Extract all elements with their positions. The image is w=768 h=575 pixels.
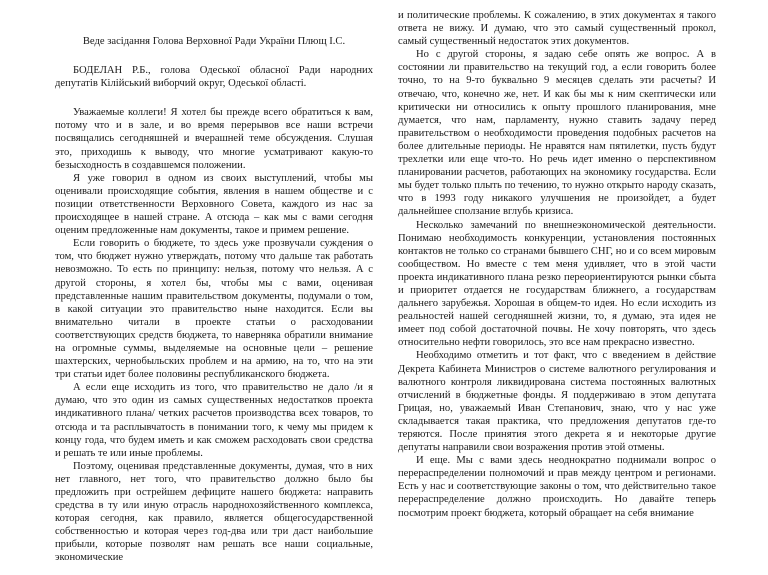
paragraph: Поэтому, оценивая представленные документы, думая, что в них нет главного, нет того, что правительство должно было бы предложить при острейшем дефиците нашего бюджета: направить средства в ту или иную отрасль народнохозяйственного комплекса, которая сегодня, как правило, является общегосударственной собственностью и которая через год-два или три даст наибольшие прибыли, которые позволят нам решать все наши социальные, экономические: [55, 460, 373, 564]
paragraph: Уважаемые коллеги! Я хотел бы прежде всего обратиться к вам, потому что и в зале, и во время перерывов все наши встречи посвящались сегодняшней и вчерашней теме обсуждения. Слушая это, приходишь к выводу, что многие усматривают какую-то безысходность в создавшемся положении.: [55, 107, 373, 171]
paragraph: и политические проблемы. К сожалению, в этих документах я такого ответа не вижу. И думаю, что это самый существенный прокол, самый существенный недостаток этих документов.: [398, 10, 716, 48]
paragraph: Но с другой стороны, я задаю себе опять же вопрос. А в состоянии ли правительство на текущий год, а если говорить более точно, то на 9-то буквально 9 месяцев сделать эти расчеты? И отвечаю, что, конечно же, нет. И как бы мы к ним скептически или критически ни относились к опыту прошлого планирования, мне думается, что нам, парламенту, нужно ставить задачу перед правительством о необходимости проведения подобных расчетов на более длительные периоды. Не нравятся нам пятилетки, пусть будут трехлетки или еще что-то. Но речь идет именно о перспективном планировании расчетов, работающих на экономику государства. Если мы будет только плыть по течению, то нужно открыто народу сказать, что в 1993 году никакого улучшения не произойдет, а будет дальнейшее сползание вглубь кризиса.: [398, 49, 716, 218]
paragraph: Я уже говорил в одном из своих выступлений, чтобы мы оценивали происходящие события, явления в нашем обществе и с позиции ответственности Верховного Совета, каждого из нас за происходящее в нашей стране. А отсюда – как мы с вами сегодня оценим предложенные нам документы, такое и примем решение.: [55, 172, 373, 237]
left-column: [55, 35, 373, 565]
session-chair-note: Веде засідання Голова Верховної Ради України Плющ І.С.: [82, 36, 346, 47]
paragraph: Необходимо отметить и тот факт, что с введением в действие Декрета Кабинета Министров о системе валютного регулирования и валютного контроля ликвидирована система постоянных валютных отчислений в бюджетные фонды. Я поддерживаю в этом депутата Грицая, но, уважаемый Иван Степанович, знаю, что у нас уже складывается такая практика, что предложения депутатов где-то теряются. После принятия этого декрета я и некоторые другие депутаты направили свои возражения против этой отмены.: [398, 350, 716, 454]
speaker-attribution: БОДЕЛАН Р.Б., голова Одеської обласної Ради народних депутатів Кілійський виборчий округ, Одеської області.: [55, 65, 373, 90]
paragraph: И еще. Мы с вами здесь неоднократно поднимали вопрос о перераспределении полномочий и прав между центром и регионами. Есть у нас и соответствующие законы о том, что действительно такое перераспределение должно происходить. Но давайте теперь посмотрим проект бюджета, который обращает на себя внимание: [398, 455, 716, 519]
paragraph: Несколько замечаний по внешнеэкономической деятельности. Понимаю необходимость конкуренции, установления постоянных контактов не только со странами бывшего СНГ, но и со всем мировым сообществом. Но вместе с тем меня удивляет, что в этой части проекта индикативного плана резко переориентируются рынки сбыта и приоритет отдается не государствам ближнего, а государствам дальнего зарубежья. Хорошая в общем-то идея. Но если исходить из реальностей нашей сегодняшней жизни, то, я думаю, эта идея не имеет под собой достаточной почвы. Не хочу повторять, что здесь относительно нефти говорилось, это все нам прекрасно известно.: [398, 219, 716, 349]
paragraph: А если еще исходить из того, что правительство не дало /и я думаю, что это один из самых существенных недостатков проекта индикативного плана/ четких расчетов производства всех товаров, то отсюда и та расплывчатость в понимании того, к чему мы придем к концу года, что будем иметь и как сможем расходовать свои средства и решать те или иные проблемы.: [55, 382, 373, 459]
paragraph: Если говорить о бюджете, то здесь уже прозвучали суждения о том, что бюджет нужно утверждать, потому что дальше так работать невозможно. То есть по принципу: нельзя, потому что нельзя. А с другой стороны, я хотел бы, чтобы мы с вами, оценивая представленные нашим правительством документы, подумали о том, в какой ситуации это правительство ныне находится. Если вы внимательно читали в проекте статьи о расходовании соответствующих средств бюджета, то наверняка обратили внимание на огромные суммы, выделяемые на основные цели – решение шахтерских, чернобыльских проблем и на армию, на то, что на эти три статьи идет более половины республиканского бюджета.: [55, 238, 373, 381]
right-column: [398, 9, 716, 520]
